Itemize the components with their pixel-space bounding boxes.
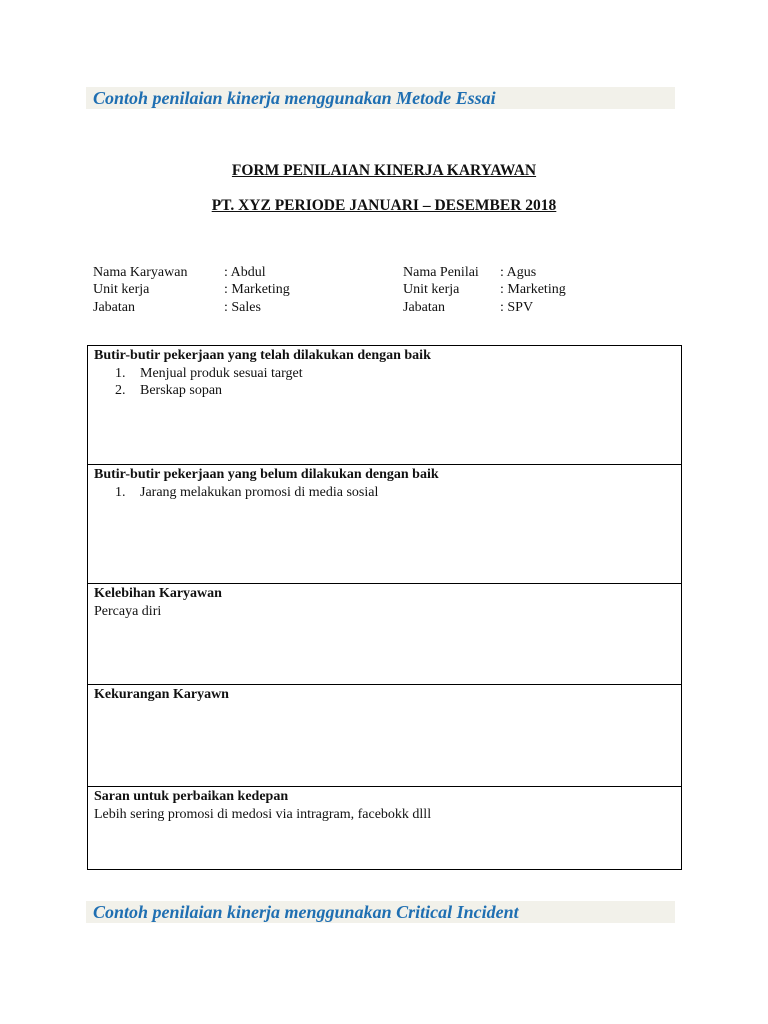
- list-item: [94, 382, 675, 400]
- evaluator-name-row: [403, 264, 566, 281]
- section-title: Kelebihan Karyawan: [94, 586, 222, 601]
- evaluator-unit-label: Unit kerja: [403, 282, 460, 298]
- employee-info: [93, 264, 290, 316]
- employee-position-label: Jabatan: [93, 299, 135, 315]
- form-title-text: FORM PENILAIAN KINERJA KARYAWAN: [231, 162, 537, 179]
- list-item-text: Jarang melakukan promosi di media sosial: [140, 484, 379, 500]
- list-item-number: 2.: [115, 383, 126, 398]
- form-title: [0, 161, 768, 181]
- employee-name-label: Nama Karyawan: [93, 265, 188, 280]
- evaluator-position-value: : SPV: [500, 299, 534, 315]
- section-weaknesses: [88, 684, 681, 786]
- list-item-text: Berskap sopan: [140, 383, 223, 398]
- employee-name-row: [93, 264, 290, 281]
- section-text: Lebih sering promosi di medosi via intragram, facebokk dlll: [94, 806, 432, 822]
- section-done-well: [88, 346, 681, 464]
- evaluator-position-label: Jabatan: [403, 299, 445, 315]
- list-item: [94, 484, 675, 502]
- section-title: Butir-butir pekerjaan yang telah dilakukan dengan baik: [94, 348, 431, 363]
- section-heading-essay-method: Contoh penilaian kinerja menggunakan Metode Essai: [86, 87, 675, 109]
- section-text: Percaya diri: [94, 603, 162, 619]
- evaluation-table: [87, 345, 682, 870]
- evaluator-name-value: : Agus: [500, 265, 537, 280]
- section-title: Saran untuk perbaikan kedepan: [94, 789, 289, 804]
- employee-unit-row: [93, 281, 290, 298]
- employee-position-value: : Sales: [224, 299, 261, 315]
- section-suggestions: [88, 786, 681, 870]
- evaluator-name-label: Nama Penilai: [403, 265, 479, 280]
- section-strengths: [88, 583, 681, 684]
- employee-unit-value: : Marketing: [224, 282, 290, 298]
- list-item-number: 1.: [115, 365, 126, 381]
- section-not-done-well: [88, 464, 681, 583]
- employee-unit-label: Unit kerja: [93, 282, 150, 298]
- section-title: Kekurangan Karyawn: [94, 687, 229, 702]
- evaluator-info: [403, 264, 566, 316]
- employee-position-row: [93, 299, 290, 316]
- form-subtitle: [0, 196, 768, 216]
- section-heading-critical-incident: Contoh penilaian kinerja menggunakan Critical Incident: [86, 901, 675, 923]
- list-item: [94, 365, 675, 383]
- evaluator-unit-value: : Marketing: [500, 282, 566, 298]
- section-title: Butir-butir pekerjaan yang belum dilakukan dengan baik: [94, 467, 439, 482]
- form-subtitle-text: PT. XYZ PERIODE JANUARI – DESEMBER 2018: [211, 197, 557, 214]
- evaluator-unit-row: [403, 281, 566, 298]
- list-item-number: 1.: [115, 484, 126, 500]
- employee-name-value: : Abdul: [224, 265, 266, 280]
- list-item-text: Menjual produk sesuai target: [140, 365, 303, 381]
- evaluator-position-row: [403, 299, 566, 316]
